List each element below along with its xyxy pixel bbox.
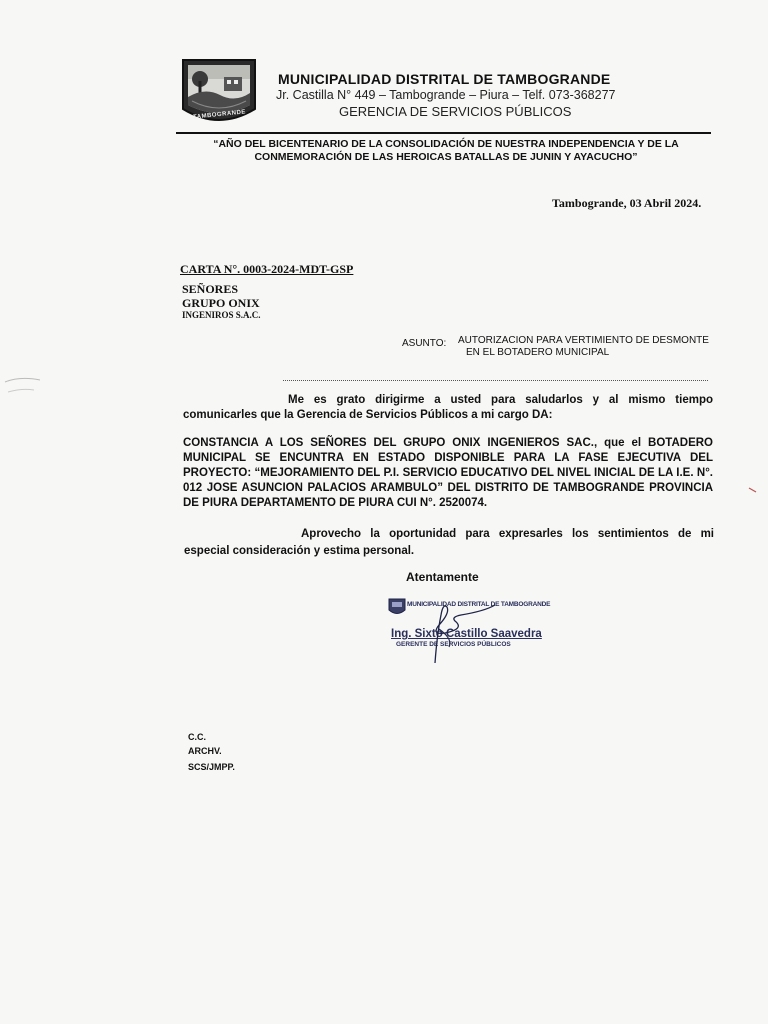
stamp-signer-name: Ing. Sixto Castillo Saavedra bbox=[391, 628, 542, 640]
subject-text bbox=[458, 335, 718, 359]
recipient-line-2: GRUPO ONIX bbox=[182, 296, 260, 310]
municipality-logo bbox=[180, 57, 258, 129]
header-divider bbox=[176, 132, 711, 134]
department-name: GERENCIA DE SERVICIOS PÚBLICOS bbox=[339, 104, 572, 119]
body-paragraph-2: CONSTANCIA A LOS SEÑORES DEL GRUPO ONIX INGENIEROS SAC., que el BOTADERO MUNICIPAL SE ENCUNTRA EN ESTADO DISPONIBLE PARA LA FASE EJECUTIVA DEL PROYECTO: “MEJORAMIENTO DEL P.I. SERVICIO EDUCATIVO DEL NIVEL INICIAL DE LA I.E. N°. 012 JOSE ASUNCION PALACIOS ARAMBULO” DEL DISTRITO DE TAMBOGRANDE PROVINCIA DE PIURA DEPARTAMENTO DE PIURA CUI N°. 2520074. bbox=[183, 437, 713, 509]
cc-line-3: SCS/JMPP. bbox=[188, 762, 235, 772]
recipient-line-3: INGENIROS S.A.C. bbox=[182, 310, 261, 320]
subject-label: ASUNTO: bbox=[402, 338, 447, 349]
scan-mark-left bbox=[0, 370, 50, 400]
body-paragraph-1: Me es grato dirigirme a usted para saludarlos y al mismo tiempo comunicarles que la Gerencia de Servicios Públicos a mi cargo DA: bbox=[183, 394, 713, 421]
stamp-signer-title: GERENTE DE SERVICIOS PÚBLICOS bbox=[396, 641, 511, 648]
subject-line-2: EN EL BOTADERO MUNICIPAL bbox=[466, 347, 610, 358]
scan-mark-right bbox=[744, 480, 764, 500]
year-motto-line-2: CONMEMORACIÓN DE LAS HEROICAS BATALLAS DE JUNIN Y AYACUCHO” bbox=[254, 151, 638, 163]
year-motto bbox=[186, 138, 706, 164]
dotted-separator bbox=[283, 380, 708, 381]
logo-caption: TAMBOGRANDE bbox=[192, 109, 247, 121]
subject-line-1: AUTORIZACION PARA VERTIMIENTO DE DESMONTE bbox=[458, 335, 709, 346]
year-motto-line-1: “AÑO DEL BICENTENARIO DE LA CONSOLIDACIÓN DE NUESTRA INDEPENDENCIA Y DE LA bbox=[213, 138, 679, 150]
cc-line-1: C.C. bbox=[188, 732, 206, 742]
body-paragraph-3: Aprovecho la oportunidad para expresarles los sentimientos de mi especial consideración y estima personal. bbox=[184, 528, 714, 557]
cc-line-2: ARCHV. bbox=[188, 746, 222, 756]
handwritten-signature bbox=[395, 595, 535, 665]
closing: Atentamente bbox=[406, 570, 479, 584]
letter-date: Tambogrande, 03 Abril 2024. bbox=[552, 196, 702, 210]
municipality-name: MUNICIPALIDAD DISTRITAL DE TAMBOGRANDE bbox=[278, 71, 611, 87]
letter-number: CARTA N°. 0003-2024-MDT-GSP bbox=[180, 262, 354, 276]
recipient-line-1: SEÑORES bbox=[182, 282, 239, 296]
stamp-organization: MUNICIPALIDAD DISTRITAL DE TAMBOGRANDE bbox=[407, 601, 551, 608]
municipality-address: Jr. Castilla N° 449 – Tambogrande – Piura – Telf. 073-368277 bbox=[276, 88, 616, 102]
